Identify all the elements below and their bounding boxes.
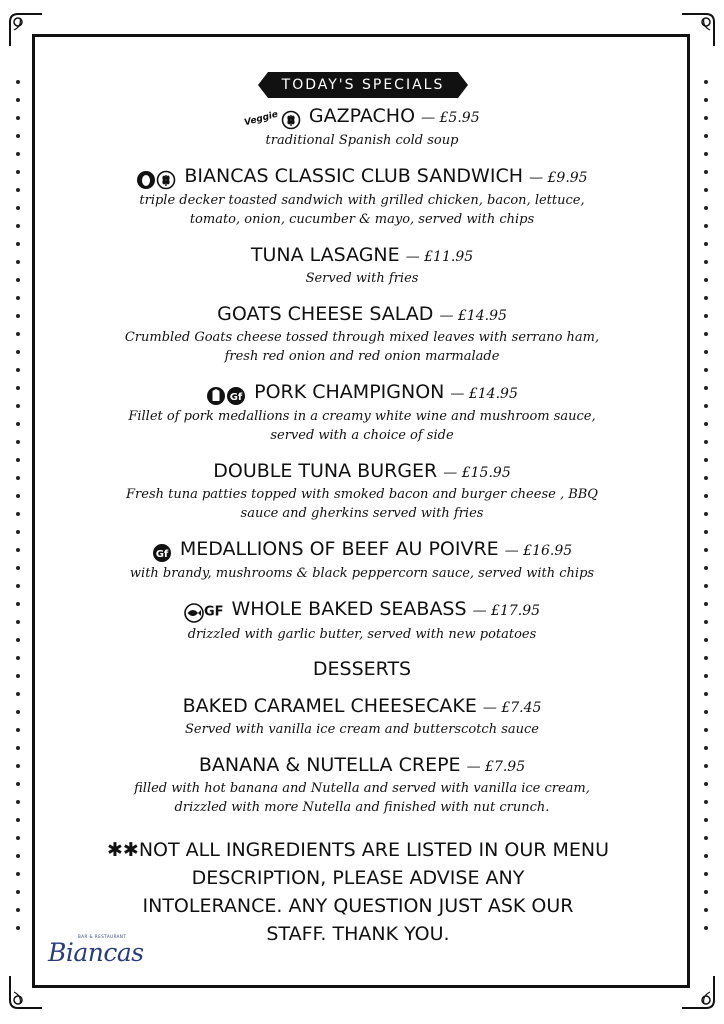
menu-item-title-line: [40, 459, 684, 485]
border-dot: [16, 620, 20, 624]
border-dot: [16, 782, 20, 786]
border-dot: [704, 386, 708, 390]
border-dot: [704, 728, 708, 732]
border-dot: [16, 206, 20, 210]
menu-item-name: BAKED CARAMEL CHEESECAKE: [182, 694, 477, 717]
border-dot: [16, 926, 20, 930]
menu-item-title-line: [40, 243, 684, 269]
border-dot: [16, 98, 20, 102]
border-dot: [16, 404, 20, 408]
menu-items: [40, 104, 684, 831]
menu-item: [40, 164, 684, 229]
border-dot: [704, 512, 708, 516]
border-dot: [704, 584, 708, 588]
border-dot: [16, 494, 20, 498]
menu-item-price: — £17.95: [472, 603, 541, 619]
border-dot: [16, 800, 20, 804]
menu-item-description: filled with hot banana and Nutella and served with vanilla ice cream,: [134, 780, 590, 796]
menu-item-title-line: [40, 537, 684, 564]
menu-item-price: — £15.95: [443, 465, 511, 481]
gluten-free-label: GF: [203, 604, 224, 620]
border-dot: [16, 746, 20, 750]
border-dot: [704, 314, 708, 318]
menu-item-description: Served with fries: [305, 271, 419, 286]
border-dot: [16, 278, 20, 282]
menu-item-price: — £7.45: [482, 699, 542, 716]
allergen-icons: [152, 540, 172, 564]
menu-item-name: GAZPACHO: [308, 105, 416, 127]
menu-item-title-line: [40, 597, 684, 625]
border-dot: [16, 638, 20, 642]
border-dot: [704, 98, 708, 102]
border-dot: [704, 242, 708, 246]
border-dot: [16, 818, 20, 822]
border-dot: [704, 440, 708, 444]
menu-item-name: BIANCAS CLASSIC CLUB SANDWICH: [184, 165, 524, 187]
border-dot: [16, 764, 20, 768]
border-dot: [16, 350, 20, 354]
border-dot: [16, 188, 20, 192]
border-dot: [16, 422, 20, 426]
border-dot: [16, 512, 20, 516]
border-dot: [704, 152, 708, 156]
menu-item: [40, 104, 684, 150]
border-dot: [16, 584, 20, 588]
right-border-dots: [704, 80, 708, 944]
border-dot: [704, 134, 708, 138]
border-dot: [16, 530, 20, 534]
border-dot: [704, 926, 708, 930]
allergen-icons: [136, 167, 176, 191]
border-dot: [16, 152, 20, 156]
menu-item-name: DOUBLE TUNA BURGER: [213, 460, 438, 482]
menu-item-description: Fresh tuna patties topped with smoked bacon and burger cheese , BBQ: [126, 487, 598, 502]
border-dot: [16, 890, 20, 894]
menu-item-name: TUNA LASAGNE: [250, 244, 400, 266]
menu-item-price: — £9.95: [529, 170, 588, 186]
menu-item-description: with brandy, mushrooms & black peppercorn sauce, served with chips: [129, 566, 595, 581]
menu-item-name: PORK CHAMPIGNON: [254, 381, 445, 403]
menu-item-description: sauce and gherkins served with fries: [240, 506, 484, 521]
menu-item: [40, 694, 684, 739]
menu-item-description: drizzled with garlic butter, served with new potatoes: [187, 626, 537, 642]
menu-item-title-line: [40, 694, 684, 720]
border-dot: [704, 656, 708, 660]
border-dot: [16, 332, 20, 336]
border-dot: [704, 332, 708, 336]
border-dot: [16, 656, 20, 660]
border-dot: [704, 422, 708, 426]
border-dot: [704, 530, 708, 534]
corner-ornament: [6, 10, 46, 50]
border-dot: [704, 260, 708, 264]
menu-item-title-line: [40, 164, 684, 191]
menu-item-name: WHOLE BAKED SEABASS: [231, 598, 467, 620]
border-dot: [704, 458, 708, 462]
menu-item-price: — £11.95: [405, 249, 474, 265]
menu-item-price: — £5.95: [421, 110, 480, 126]
border-dot: [704, 710, 708, 714]
allergen-notice: [58, 836, 658, 948]
border-dot: [16, 386, 20, 390]
menu-item: [40, 380, 684, 445]
menu-item-description: Crumbled Goats cheese tossed through mixed leaves with serrano ham,: [124, 330, 600, 345]
border-dot: [16, 476, 20, 480]
menu-item: [40, 537, 684, 583]
border-dot: [704, 206, 708, 210]
menu-item-name: GOATS CHEESE SALAD: [217, 303, 434, 325]
corner-ornament: [678, 10, 718, 50]
veggie-label: Veggie: [243, 109, 280, 129]
logo-name: Biancas: [48, 938, 144, 967]
border-dot: [704, 602, 708, 606]
menu-item: [40, 753, 684, 817]
menu-item-description: Served with vanilla ice cream and butterscotch sauce: [185, 721, 539, 737]
menu-item-description: tomato, onion, cucumber & mayo, served with chips: [189, 212, 535, 227]
corner-ornament: [6, 972, 46, 1012]
menu-item-description: triple decker toasted sandwich with grilled chicken, bacon, lettuce,: [139, 193, 585, 208]
gluten-free-icon: [152, 543, 172, 563]
border-dot: [704, 188, 708, 192]
menu-item: [40, 597, 684, 644]
border-dot: [704, 800, 708, 804]
menu-item: [40, 459, 684, 523]
menu-item-description: fresh red onion and red onion marmalade: [224, 349, 500, 364]
border-dot: [704, 746, 708, 750]
border-dot: [704, 674, 708, 678]
border-dot: [16, 458, 20, 462]
border-dot: [16, 260, 20, 264]
menu-item-name: BANANA & NUTELLA CREPE: [198, 753, 461, 776]
wheat-icon: [281, 110, 301, 130]
border-dot: [16, 440, 20, 444]
border-dot: [704, 296, 708, 300]
border-dot: [704, 764, 708, 768]
border-dot: [704, 566, 708, 570]
border-dot: [16, 80, 20, 84]
menu-item-price: — £14.95: [439, 308, 507, 324]
todays-specials-banner: [258, 72, 468, 98]
allergen-icons: [206, 383, 246, 407]
border-dot: [704, 548, 708, 552]
notice-line: ✱✱NOT ALL INGREDIENTS ARE LISTED IN OUR MENU: [106, 839, 609, 861]
notice-line: STAFF. THANK YOU.: [266, 923, 450, 945]
menu-item-title-line: [40, 380, 684, 407]
border-dot: [704, 116, 708, 120]
wheat-icon: [156, 170, 176, 190]
border-dot: [16, 296, 20, 300]
desserts-heading: DESSERTS: [312, 657, 412, 680]
border-dot: [16, 872, 20, 876]
border-dot: [16, 908, 20, 912]
border-dot: [704, 854, 708, 858]
menu-item-price: — £16.95: [504, 543, 573, 559]
border-dot: [704, 368, 708, 372]
menu-item: [40, 243, 684, 288]
border-dot: [704, 170, 708, 174]
allergen-icons: [184, 600, 224, 625]
border-dot: [16, 314, 20, 318]
border-dot: [16, 728, 20, 732]
logo-tagline: BAR & RESTAURANT: [78, 934, 127, 939]
border-dot: [704, 476, 708, 480]
border-dot: [16, 170, 20, 174]
border-dot: [16, 116, 20, 120]
notice-line: INTOLERANCE. ANY QUESTION JUST ASK OUR: [142, 895, 574, 917]
gluten-free-icon: [226, 386, 246, 406]
svg-text:Gf: Gf: [155, 548, 169, 560]
menu-item-description: drizzled with more Nutella and finished with nut crunch.: [174, 799, 550, 815]
border-dot: [16, 836, 20, 840]
border-dot: [704, 890, 708, 894]
border-dot: [704, 692, 708, 696]
border-dot: [704, 620, 708, 624]
menu-item-title-line: [40, 753, 684, 779]
corner-ornament: [678, 972, 718, 1012]
border-dot: [704, 638, 708, 642]
border-dot: [16, 710, 20, 714]
border-dot: [16, 854, 20, 858]
border-dot: [16, 692, 20, 696]
menu-item-price: — £14.95: [450, 386, 518, 402]
border-dot: [16, 566, 20, 570]
menu-item: [40, 302, 684, 366]
allergen-icons: [244, 107, 301, 131]
biancas-logo: [48, 930, 148, 974]
menu-item-description: served with a choice of side: [270, 428, 454, 443]
fish-icon: [184, 603, 204, 623]
border-dot: [16, 224, 20, 228]
menu-item-title-line: [40, 104, 684, 131]
milk-icon: [206, 386, 226, 406]
svg-text:Gf: Gf: [229, 391, 243, 403]
border-dot: [16, 548, 20, 552]
menu-item-description: Fillet of pork medallions in a creamy white wine and mushroom sauce,: [128, 409, 596, 424]
menu-item-price: — £7.95: [466, 758, 526, 775]
border-dot: [704, 350, 708, 354]
border-dot: [704, 494, 708, 498]
border-dot: [16, 602, 20, 606]
menu-item-description: traditional Spanish cold soup: [265, 133, 459, 148]
border-dot: [704, 404, 708, 408]
menu-item-name: MEDALLIONS OF BEEF AU POIVRE: [179, 538, 499, 560]
border-dot: [704, 278, 708, 282]
banner-title: TODAY'S SPECIALS: [281, 77, 445, 93]
egg-icon: [136, 170, 156, 190]
notice-line: DESCRIPTION, PLEASE ADVISE ANY: [191, 867, 525, 889]
border-dot: [16, 674, 20, 678]
left-border-dots: [16, 80, 20, 944]
menu-item-title-line: [40, 302, 684, 328]
border-dot: [704, 224, 708, 228]
border-dot: [16, 242, 20, 246]
border-dot: [16, 368, 20, 372]
border-dot: [704, 836, 708, 840]
border-dot: [704, 872, 708, 876]
border-dot: [704, 908, 708, 912]
border-dot: [16, 134, 20, 138]
border-dot: [704, 80, 708, 84]
border-dot: [704, 818, 708, 822]
border-dot: [704, 782, 708, 786]
